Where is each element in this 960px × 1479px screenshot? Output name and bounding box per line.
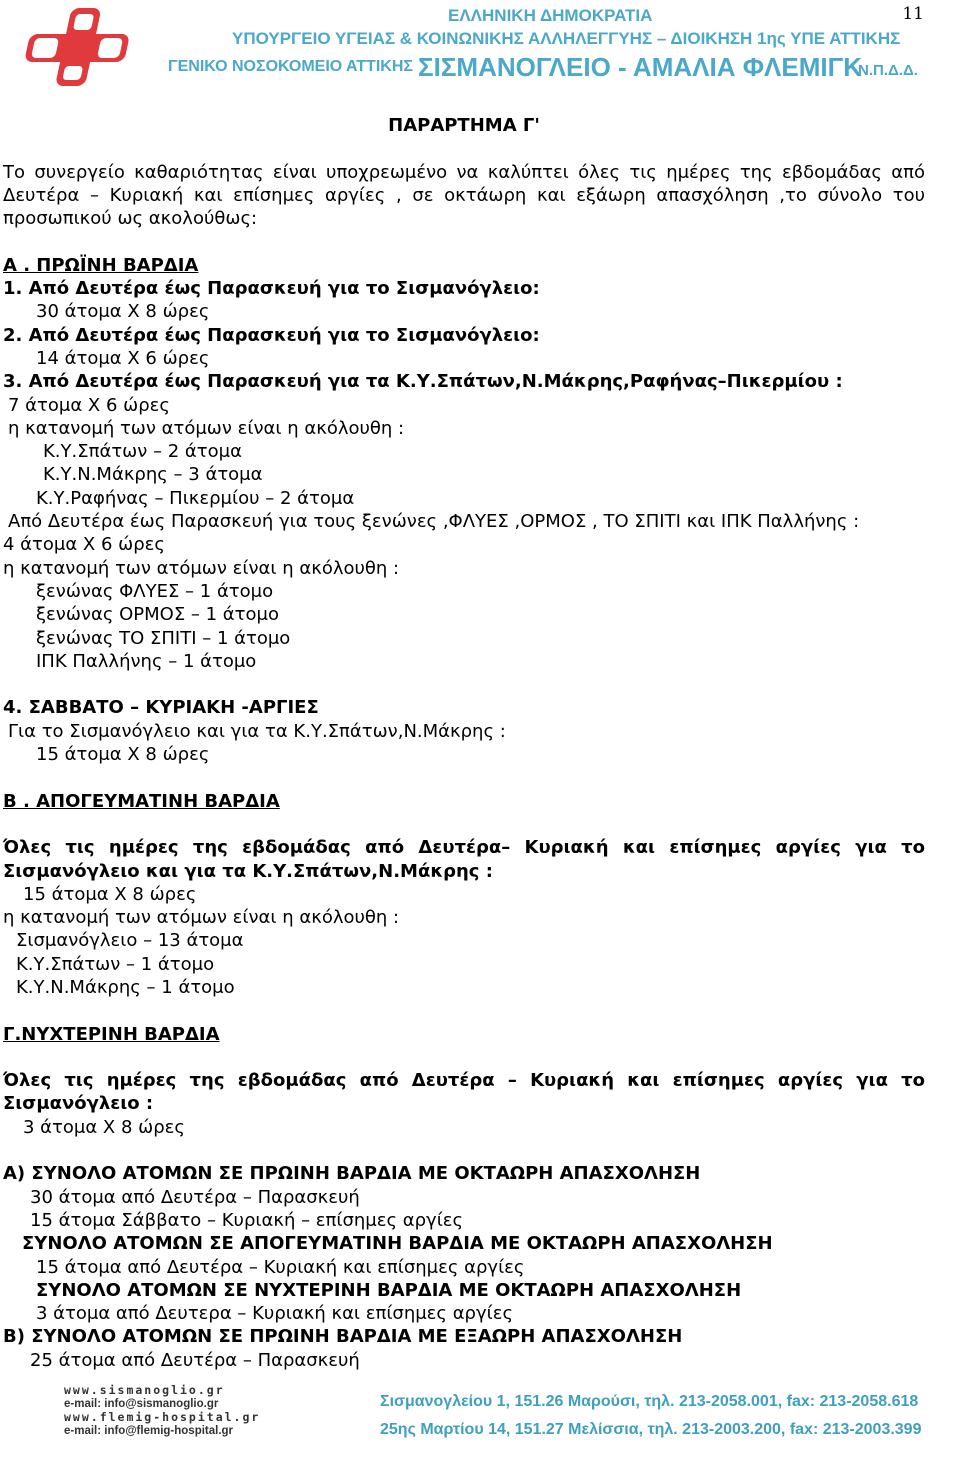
section-a-item1-value: 30 άτομα Χ 8 ώρες xyxy=(36,301,210,323)
list-item: Σισμανόγλειο – 13 άτομα xyxy=(16,930,244,952)
section-a-item3-dist-label: η κατανομή των ατόμων είναι η ακόλουθη : xyxy=(8,417,405,439)
list-item: Κ.Υ.Ραφήνας – Πικερμίου – 2 άτομα xyxy=(36,487,355,509)
letterhead-hospital-type: ΓΕΝΙΚΟ ΝΟΣΟΚΟΜΕΙΟ ΑΤΤΙΚΗΣ xyxy=(168,58,413,75)
list-item: Κ.Υ.Σπάτων – 2 άτομα xyxy=(43,441,242,463)
section-a-item3-value: 7 άτομα Χ 6 ώρες xyxy=(8,394,170,416)
summary-a-line2: 15 άτομα Σάββατο – Κυριακή – επίσημες αργίες xyxy=(30,1209,464,1231)
footer-web-link-2[interactable]: www.flemig-hospital.gr xyxy=(64,1410,261,1424)
section-a-item1-title: 1. Από Δευτέρα έως Παρασκευή για το Σισμανόγλειο: xyxy=(3,278,540,300)
section-a-item4-title: 4. ΣΑΒΒΑΤΟ – ΚΥΡΙΑΚΗ -ΑΡΓΙΕΣ xyxy=(3,697,319,719)
section-a-item2-title: 2. Από Δευτέρα έως Παρασκευή για το Σισμανόγλειο: xyxy=(3,324,540,346)
footer-email-1[interactable]: e-mail: info@sismanoglio.gr xyxy=(64,1397,219,1410)
section-a-item2-value: 14 άτομα Χ 6 ώρες xyxy=(36,347,210,369)
summary-night-line: 3 άτομα από Δευτερα – Κυριακή και επίσημες αργίες xyxy=(36,1303,514,1325)
list-item: Κ.Υ.Σπάτων – 1 άτομο xyxy=(16,953,215,975)
summary-night-heading: ΣΥΝΟΛΟ ΑΤΟΜΩΝ ΣΕ ΝΥΧΤΕΡΙΝΗ ΒΑΡΔΙΑ ΜΕ ΟΚΤΑΩΡΗ ΑΠΑΣΧΟΛΗΣΗ xyxy=(36,1279,742,1301)
list-item: ΙΠΚ Παλλήνης – 1 άτομο xyxy=(36,650,257,672)
section-a-hostels-title: Από Δευτέρα έως Παρασκευή για τους ξενώνες ,ΦΛΥΕΣ ,ΟΡΜΟΣ , ΤΟ ΣΠΙΤΙ και ΙΠΚ Παλλήνης : xyxy=(8,511,860,533)
summary-b-line1: 25 άτομα από Δευτέρα – Παρασκευή xyxy=(30,1349,360,1371)
section-a-item4-value: 15 άτομα Χ 8 ώρες xyxy=(36,744,210,766)
footer-email-2[interactable]: e-mail: info@flemig-hospital.gr xyxy=(64,1424,234,1437)
summary-b-heading: Β) ΣΥΝΟΛΟ ΑΤΟΜΩΝ ΣΕ ΠΡΩΙΝΗ ΒΑΡΔΙΑ ΜΕ ΕΞΑΩΡΗ ΑΠΑΣΧΟΛΗΣΗ xyxy=(3,1326,683,1348)
section-a-item3-title: 3. Από Δευτέρα έως Παρασκευή για τα Κ.Υ.Σπάτων,Ν.Μάκρης,Ραφήνας–Πικερμίου : xyxy=(3,371,843,393)
list-item: ξενώνας ΤΟ ΣΠΙΤΙ – 1 άτομο xyxy=(36,627,291,649)
letterhead-line2: ΥΠΟΥΡΓΕΙΟ ΥΓΕΙΑΣ & ΚΟΙΝΩΝΙΚΗΣ ΑΛΛΗΛΕΓΓΥΗΣ – ΔΙΟΙΚΗΣΗ 1ης ΥΠΕ ΑΤΤΙΚΗΣ xyxy=(232,29,901,48)
summary-afternoon-heading: ΣΥΝΟΛΟ ΑΤΟΜΩΝ ΣΕ ΑΠΟΓΕΥΜΑΤΙΝΗ ΒΑΡΔΙΑ ΜΕ ΟΚΤΑΩΡΗ ΑΠΑΣΧΟΛΗΣΗ xyxy=(22,1233,773,1255)
section-c-title: Όλες τις ημέρες της εβδομάδας από Δευτέρα – Κυριακή και επίσημες αργίες για το Σισμανόγλειο : xyxy=(3,1070,925,1115)
list-item: Κ.Υ.Ν.Μάκρης – 3 άτομα xyxy=(43,464,263,486)
section-c-value: 3 άτομα Χ 8 ώρες xyxy=(23,1116,185,1138)
footer-contacts xyxy=(64,1384,260,1438)
list-item: Κ.Υ.Ν.Μάκρης – 1 άτομο xyxy=(16,976,235,998)
section-b-value: 15 άτομα Χ 8 ώρες xyxy=(23,883,197,905)
page-number: 11 xyxy=(902,4,924,24)
hospital-logo xyxy=(10,6,140,88)
summary-afternoon-line: 15 άτομα από Δευτέρα – Κυριακή και επίσημες αργίες xyxy=(36,1256,525,1278)
intro-paragraph: Το συνεργείο καθαριότητας είναι υποχρεωμένο να καλύπτει όλες τις ημέρες της εβδομάδας από Δευτέρα – Κυριακή και επίσημες αργίες , σε οκτάωρη και εξάωρη απασχόληση ,το σύνολο του προσωπικού ως ακολούθως: xyxy=(3,161,925,230)
section-c-heading: Γ.ΝΥΧΤΕΡΙΝΗ ΒΑΡΔΙΑ xyxy=(3,1023,220,1045)
section-b-heading: Β . ΑΠΟΓΕΥΜΑΤΙΝΗ ΒΑΡΔΙΑ xyxy=(3,790,280,812)
footer-address-2: 25ης Μαρτίου 14, 151.27 Μελίσσια, τηλ. 213-2003.200, fax: 213-2003.399 xyxy=(380,1421,922,1438)
footer-web-link-1[interactable]: www.sismanoglio.gr xyxy=(64,1383,225,1397)
section-b-dist-label: η κατανομή των ατόμων είναι η ακόλουθη : xyxy=(3,907,400,929)
section-b-title: Όλες τις ημέρες της εβδομάδας από Δευτέρα– Κυριακή και επίσημες αργίες για το Σισμανόγλειο και για τα Κ.Υ.Σπάτων,Ν.Μάκρης : xyxy=(3,837,925,882)
letterhead-legal-form: Ν.Π.Δ.Δ. xyxy=(858,62,918,79)
document-body xyxy=(3,114,925,1372)
summary-a-heading: Α) ΣΥΝΟΛΟ ΑΤΟΜΩΝ ΣΕ ΠΡΩΙΝΗ ΒΑΡΔΙΑ ΜΕ ΟΚΤΑΩΡΗ ΑΠΑΣΧΟΛΗΣΗ xyxy=(3,1163,701,1185)
section-a-item4-sub: Για το Σισμανόγλειο και για τα Κ.Υ.Σπάτων,Ν.Μάκρης : xyxy=(8,720,506,742)
section-a-hostels-dist-label: η κατανομή των ατόμων είναι η ακόλουθη : xyxy=(3,557,400,579)
document-title: ΠΑΡΑΡΤΗΜΑ Γ' xyxy=(388,115,540,136)
footer-address-1: Σισμανογλείου 1, 151.26 Μαρούσι, τηλ. 213-2058.001, fax: 213-2058.618 xyxy=(380,1393,919,1410)
section-a-heading: Α . ΠΡΩΪΝΗ ΒΑΡΔΙΑ xyxy=(3,254,199,276)
letterhead-hospital-name: ΣΙΣΜΑΝΟΓΛΕΙΟ - ΑΜΑΛΙΑ ΦΛΕΜΙΓΚ xyxy=(418,52,863,82)
summary-a-line1: 30 άτομα από Δευτέρα – Παρασκευή xyxy=(30,1186,360,1208)
letterhead-line1: ΕΛΛΗΝΙΚΗ ΔΗΜΟΚΡΑΤΙΑ xyxy=(448,6,653,25)
footer-addresses xyxy=(380,1388,921,1444)
list-item: ξενώνας ΟΡΜΟΣ – 1 άτομο xyxy=(36,604,279,626)
list-item: ξενώνας ΦΛΥΕΣ – 1 άτομο xyxy=(36,580,274,602)
section-a-hostels-value: 4 άτομα Χ 6 ώρες xyxy=(3,534,165,556)
